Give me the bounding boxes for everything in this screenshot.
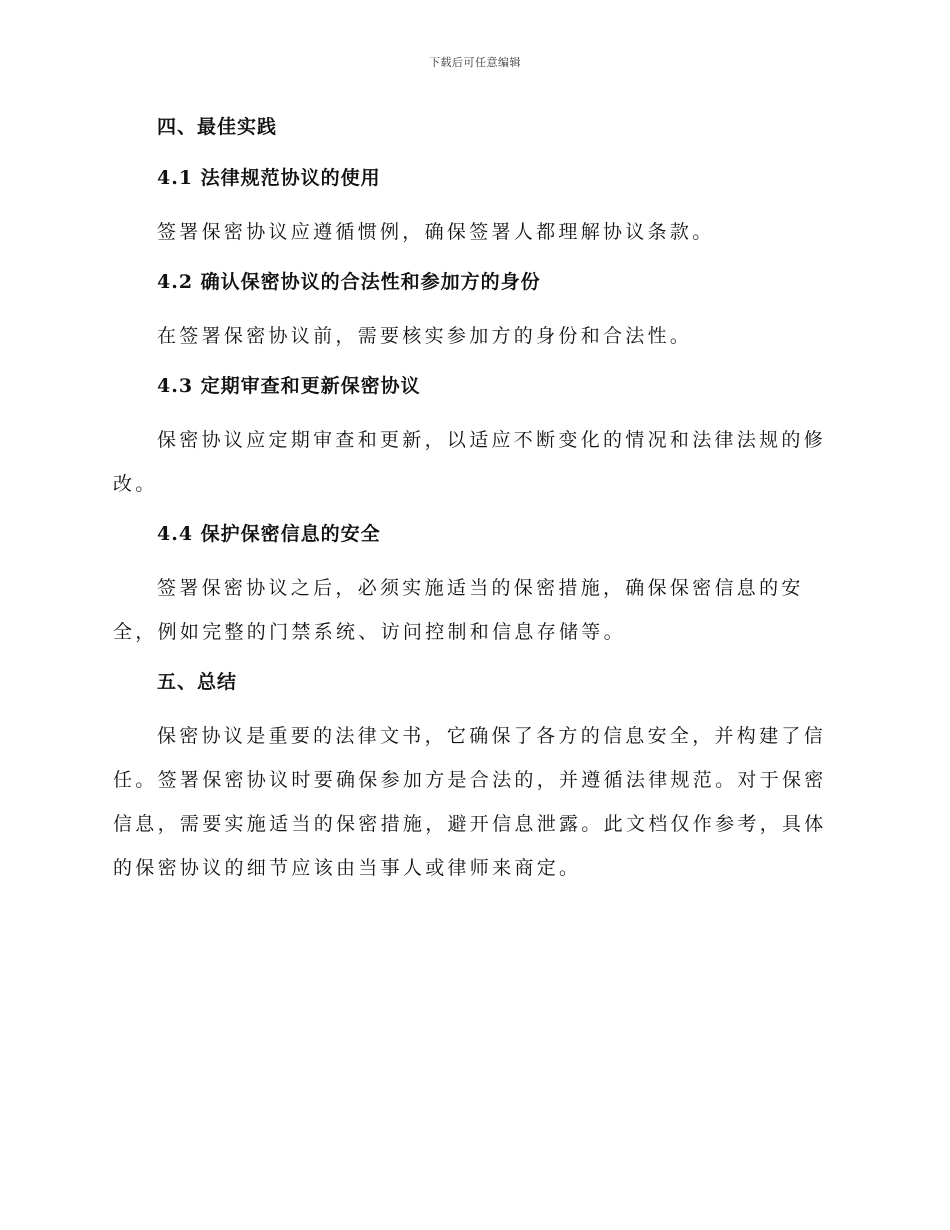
paragraph-4-3: 保密协议应定期审查和更新，以适应不断变化的情况和法律法规的修改。 [113, 429, 827, 495]
section-heading-best-practices: 四、最佳实践 [157, 116, 278, 138]
paragraph-4-2: 在签署保密协议前，需要核实参加方的身份和合法性。 [157, 325, 693, 347]
subsection-heading-4-1: 4.1 法律规范协议的使用 [157, 167, 381, 189]
paragraph-summary: 保密协议是重要的法律文书，它确保了各方的信息安全，并构建了信任。签署保密协议时要确保参加方是合法的，并遵循法律规范。对于保密信息，需要实施适当的保密措施，避开信息泄露。此文档仅作参考，具体的保密协议的细节应该由当事人或律师来商定。 [113, 725, 827, 879]
section-heading-summary: 五、总结 [157, 671, 238, 693]
paragraph-4-4: 签署保密协议之后，必须实施适当的保密措施，确保保密信息的安全，例如完整的门禁系统、访问控制和信息存储等。 [113, 577, 804, 643]
paragraph-4-1: 签署保密协议应遵循惯例，确保签署人都理解协议条款。 [157, 221, 715, 243]
subsection-heading-4-3: 4.3 定期审查和更新保密协议 [157, 375, 421, 397]
subsection-heading-4-2: 4.2 确认保密协议的合法性和参加方的身份 [157, 271, 541, 293]
subsection-heading-4-4: 4.4 保护保密信息的安全 [157, 523, 381, 545]
document-body [113, 108, 838, 899]
page-header-note: 下载后可任意编辑 [429, 56, 521, 69]
